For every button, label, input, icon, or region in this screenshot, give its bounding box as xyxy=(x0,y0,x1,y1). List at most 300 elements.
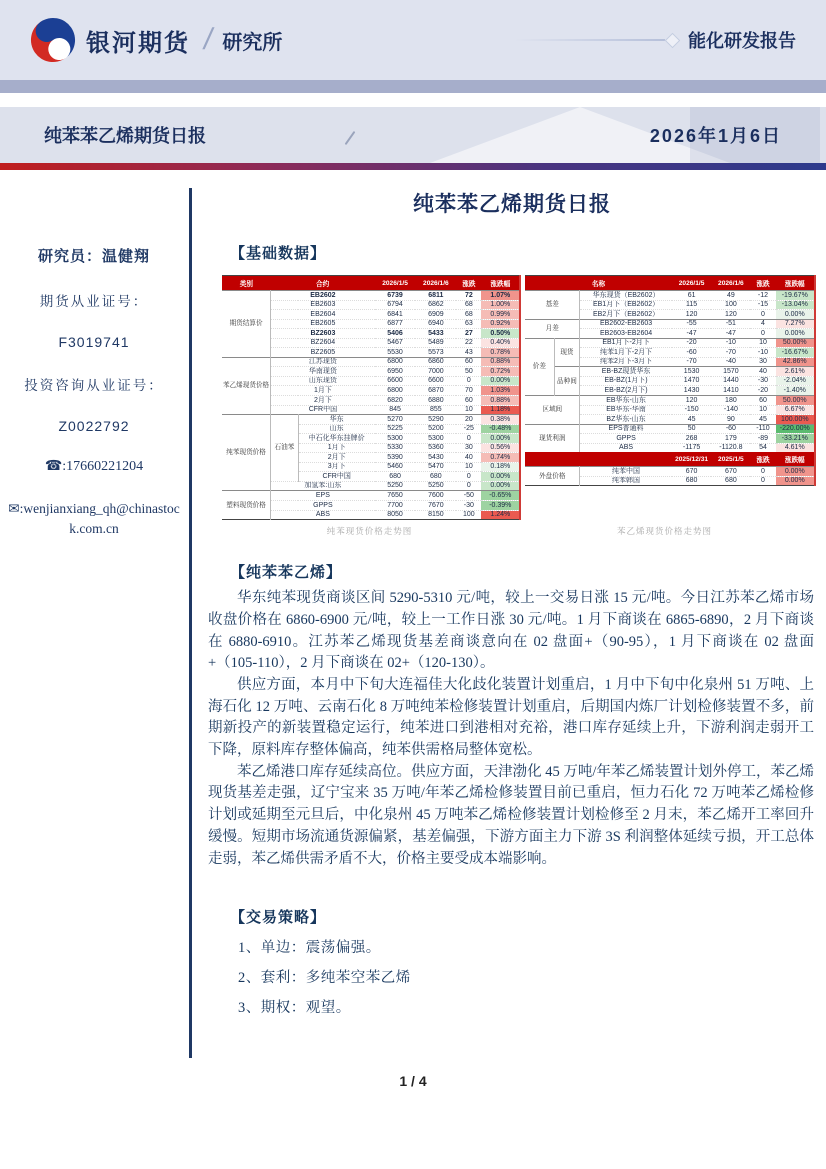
table-header-cell: 涨跌 xyxy=(750,452,775,467)
table-cell: 1.03% xyxy=(481,386,520,396)
table-cell: -12 xyxy=(750,291,775,301)
table-cell: ABS xyxy=(580,443,672,452)
table-cell: 6794 xyxy=(375,300,416,310)
table-cell: 50 xyxy=(456,367,481,377)
top-header xyxy=(0,0,826,80)
table-cell: 基差 xyxy=(525,291,580,320)
table-cell: -140 xyxy=(711,405,750,415)
table-cell: 7600 xyxy=(415,491,456,501)
table-cell: 纯苯现货价格 xyxy=(222,415,271,491)
table-cell: 60 xyxy=(456,396,481,406)
table-cell: 30 xyxy=(750,357,775,367)
vertical-divider xyxy=(189,188,192,1058)
table-cell: EB2604 xyxy=(271,310,375,320)
table-cell: 50 xyxy=(672,424,712,434)
table-cell: 区域间 xyxy=(525,396,580,425)
table-row xyxy=(222,291,520,301)
analysis-paragraph: 供应方面，本月中下旬大连福佳大化歧化装置计划重启，1 月中下旬中化泉州 51 万吨、上海石化 12 万吨、云南石化 8 万吨纯苯检修装置计划重启，后期国内炼厂计划检修装置不多，前期新投产的新装置稳定运行，纯苯进口到港相对充裕，港口库存延续上升，下游利润走弱开工下降，原料库存整体偏高，纯苯供需格局整体宽松。 xyxy=(208,676,814,759)
table-cell: 0.00% xyxy=(776,476,815,486)
table-cell: 加氢苯:山东 xyxy=(271,481,375,491)
table-header-cell: 涨跌 xyxy=(456,276,481,291)
cert2-label: 投资咨询从业证号： xyxy=(24,378,164,393)
table-cell: 5430 xyxy=(415,453,456,463)
table-cell: 0.74% xyxy=(481,453,520,463)
table-row xyxy=(222,415,520,425)
table-cell: -89 xyxy=(750,434,775,444)
table-header-cell: 2026/1/6 xyxy=(415,276,456,291)
table-cell: 5250 xyxy=(375,481,416,491)
table-header-cell: 2025/12/31 xyxy=(672,452,712,467)
table-cell: 10 xyxy=(456,462,481,472)
table-cell: 100.00% xyxy=(776,415,815,425)
table-cell: 品种间 xyxy=(554,367,580,396)
table-cell: -60 xyxy=(672,348,712,358)
table-cell: 4 xyxy=(750,319,775,329)
table-cell: -15 xyxy=(750,300,775,310)
table-cell: 180 xyxy=(711,396,750,406)
sidebar xyxy=(0,245,188,538)
table-cell: 1440 xyxy=(711,376,750,386)
table-cell: 120 xyxy=(672,396,712,406)
table-cell: -19.67% xyxy=(776,291,815,301)
table-header-cell: 涨跌幅 xyxy=(776,452,815,467)
table-cell: EB华东-华南 xyxy=(580,405,672,415)
table-cell: -30 xyxy=(750,376,775,386)
table-cell: EB-BZ现货华东 xyxy=(580,367,672,377)
table-cell: 670 xyxy=(672,467,712,477)
table-cell: 0.00% xyxy=(481,434,520,444)
strategy-item: 2、套利：多纯苯空苯乙烯 xyxy=(238,970,411,987)
table-header-cell xyxy=(525,452,672,467)
table-cell: -16.67% xyxy=(776,348,815,358)
table-cell: 1.18% xyxy=(481,405,520,415)
table-cell: 外盘价格 xyxy=(525,467,580,486)
table-cell: 现货利润 xyxy=(525,424,580,452)
table-cell: 塑料现货价格 xyxy=(222,491,271,520)
table-cell: 5200 xyxy=(415,424,456,434)
header-right xyxy=(515,27,796,53)
table-cell: 0.99% xyxy=(481,310,520,320)
table-cell: 0.00% xyxy=(776,467,815,477)
table-header-cell: 合约 xyxy=(271,276,375,291)
table-cell: 5250 xyxy=(415,481,456,491)
table-row xyxy=(525,452,815,467)
table-header-cell: 涨跌幅 xyxy=(481,276,520,291)
table-cell: 价差 xyxy=(525,338,554,395)
table-cell: 70 xyxy=(456,386,481,396)
table-cell: 5489 xyxy=(415,338,456,348)
table-cell: 7700 xyxy=(375,501,416,511)
table-cell: 纯苯中国 xyxy=(580,467,672,477)
table-cell: 49 xyxy=(711,291,750,301)
table-cell: 6877 xyxy=(375,319,416,329)
table-cell: 0 xyxy=(456,481,481,491)
table-cell: 6811 xyxy=(415,291,456,301)
table-cell: GPPS xyxy=(580,434,672,444)
table-cell: 0 xyxy=(750,476,775,486)
table-cell: 5270 xyxy=(375,415,416,425)
table-cell: -2.04% xyxy=(776,376,815,386)
table-cell: 45 xyxy=(750,415,775,425)
table-cell: EB2605 xyxy=(271,319,375,329)
table-cell: EB华东-山东 xyxy=(580,396,672,406)
base-data-table-left xyxy=(222,275,521,520)
table-cell: 680 xyxy=(375,472,416,482)
analysis-paragraph: 苯乙烯港口库存延续高位。供应方面，天津渤化 45 万吨/年苯乙烯装置计划外停工，苯乙烯现货基差走强，辽宁宝来 35 万吨/年苯乙烯检修装置目前已重启，恒力石化 72 万吨苯乙烯检修计划或延期至元旦后，中化泉州 45 万吨苯乙烯检修装置计划检修至 2 月末，苯乙烯开工率回升缓慢。短期市场流通货源偏紧，基差偏强，下游方面主力下游 3S 利润整体延续亏损，开工总体走弱，苯乙烯供需矛盾不大，价格主要受成本端影响。 xyxy=(208,763,814,867)
table-cell: 期货结算价 xyxy=(222,291,271,358)
table-cell: 72 xyxy=(456,291,481,301)
table-cell: 10 xyxy=(456,405,481,415)
title-bar-mark xyxy=(345,131,356,145)
table-cell: -25 xyxy=(456,424,481,434)
table-header-cell: 名称 xyxy=(525,276,672,291)
table-cell: 7650 xyxy=(375,491,416,501)
table-cell: 20 xyxy=(456,415,481,425)
table-cell: -33.21% xyxy=(776,434,815,444)
table-cell: 0.38% xyxy=(481,415,520,425)
table-cell: 670 xyxy=(711,467,750,477)
table-cell: EB2月下（EB2602） xyxy=(580,310,672,320)
table-row xyxy=(222,491,520,501)
table-cell: -0.65% xyxy=(481,491,520,501)
table-cell: -1.40% xyxy=(776,386,815,396)
table-cell: 120 xyxy=(672,310,712,320)
main-column xyxy=(208,170,816,1023)
table-cell: 5225 xyxy=(375,424,416,434)
brand-name: 银河期货 xyxy=(86,29,190,57)
table-cell: -20 xyxy=(672,338,712,348)
table-cell: -220.00% xyxy=(776,424,815,434)
phone-icon: ☎ xyxy=(44,458,63,474)
table-cell: 0.78% xyxy=(481,348,520,358)
table-cell: EB2603-EB2604 xyxy=(580,329,672,339)
report-title: 纯苯苯乙烯期货日报 xyxy=(44,126,206,146)
table-cell: 石油苯 xyxy=(271,415,299,482)
table-cell: -30 xyxy=(456,501,481,511)
table-cell: EB1月下-2月下 xyxy=(580,338,672,348)
table-cell: BZ2603 xyxy=(271,329,375,339)
table-cell: -0.39% xyxy=(481,501,520,511)
table-cell: 2月下 xyxy=(271,396,375,406)
table-cell: 山东 xyxy=(298,424,374,434)
table-cell: 40 xyxy=(456,453,481,463)
table-cell: 68 xyxy=(456,310,481,320)
table-cell: EPS普通料 xyxy=(580,424,672,434)
content xyxy=(0,170,826,1169)
table-cell: 22 xyxy=(456,338,481,348)
table-cell: 中石化华东挂牌价 xyxy=(298,434,374,444)
table-cell: 1470 xyxy=(672,376,712,386)
table-cell: 54 xyxy=(750,443,775,452)
galaxy-futures-logo-icon xyxy=(30,17,76,63)
table-cell: 纯苯2月下-3月下 xyxy=(580,357,672,367)
table-cell: EB2602-EB2603 xyxy=(580,319,672,329)
table-cell: 680 xyxy=(672,476,712,486)
table-cell: ABS xyxy=(271,510,375,520)
table-row xyxy=(525,424,815,434)
table-header-cell: 2026/1/5 xyxy=(672,276,712,291)
base-data-tables xyxy=(222,275,816,520)
table-cell: -110 xyxy=(750,424,775,434)
table-cell: 5530 xyxy=(375,348,416,358)
table-cell: 5467 xyxy=(375,338,416,348)
table-cell: 5470 xyxy=(415,462,456,472)
table-cell: 0 xyxy=(750,310,775,320)
table-cell: 7.27% xyxy=(776,319,815,329)
table-cell: -51 xyxy=(711,319,750,329)
cert1-value: F3019741 xyxy=(58,334,130,350)
researcher-name: 研究员：温健翔 xyxy=(37,249,150,265)
base-data-table-right xyxy=(525,275,816,520)
table-cell: CFR中国 xyxy=(271,405,375,415)
table-cell: 7670 xyxy=(415,501,456,511)
table-cell: BZ2605 xyxy=(271,348,375,358)
table-cell: -13.04% xyxy=(776,300,815,310)
email-line xyxy=(6,499,182,538)
table-cell: 60 xyxy=(456,357,481,367)
table-cell: 1.00% xyxy=(481,300,520,310)
analysis-paragraphs xyxy=(208,588,814,870)
table-cell: BZ2604 xyxy=(271,338,375,348)
table-cell: 现货 xyxy=(554,338,580,367)
table-cell: 268 xyxy=(672,434,712,444)
table-cell: 5300 xyxy=(415,434,456,444)
table-cell: 179 xyxy=(711,434,750,444)
table-row xyxy=(525,338,815,348)
table-header-cell: 涨跌幅 xyxy=(776,276,815,291)
table-cell: 华东 xyxy=(298,415,374,425)
table-cell: 1月下 xyxy=(298,443,374,453)
table-cell: EB2603 xyxy=(271,300,375,310)
table-cell: 0.72% xyxy=(481,367,520,377)
table-cell: 0.00% xyxy=(481,472,520,482)
table-cell: 6820 xyxy=(375,396,416,406)
table-cell: 8050 xyxy=(375,510,416,520)
phone-line xyxy=(0,458,188,475)
table-cell: 6860 xyxy=(415,357,456,367)
table-cell: -55 xyxy=(672,319,712,329)
table-cell: 100 xyxy=(456,510,481,520)
table-cell: EB-BZ(2月下) xyxy=(580,386,672,396)
strategy-item: 3、期权：观望。 xyxy=(238,1000,351,1017)
table-cell: -1120.8 xyxy=(711,443,750,452)
table-header-cell: 2026/1/5 xyxy=(375,276,416,291)
table-cell: 10 xyxy=(750,338,775,348)
table-header-cell: 2026/1/6 xyxy=(711,276,750,291)
table-cell: 6950 xyxy=(375,367,416,377)
caption-left: 纯苯现货价格走势图 xyxy=(326,526,413,537)
table-cell: 68 xyxy=(456,300,481,310)
division-name: 研究所 xyxy=(222,31,283,54)
diamond-icon xyxy=(665,32,681,48)
table-row xyxy=(525,291,815,301)
table-cell: 63 xyxy=(456,319,481,329)
phone-number: :17660221204 xyxy=(62,459,144,474)
table-cell: 8150 xyxy=(415,510,456,520)
table-cell: 6600 xyxy=(415,376,456,386)
table-cell: 苯乙烯现货价格 xyxy=(222,357,271,414)
strategy-list xyxy=(238,933,816,1023)
table-cell: 1.07% xyxy=(481,291,520,301)
report-date: 2026年1月6日 xyxy=(649,126,782,146)
table-cell: 6800 xyxy=(375,386,416,396)
table-cell: 6739 xyxy=(375,291,416,301)
table-cell: 6841 xyxy=(375,310,416,320)
table-cell: 40 xyxy=(750,367,775,377)
table-cell: -50 xyxy=(456,491,481,501)
table-cell: 50.00% xyxy=(776,338,815,348)
table-cell: 5300 xyxy=(375,434,416,444)
table-cell: 120 xyxy=(711,310,750,320)
table-cell: 3月下 xyxy=(298,462,374,472)
table-cell: 50.00% xyxy=(776,396,815,406)
table-row xyxy=(222,357,520,367)
table-cell: 845 xyxy=(375,405,416,415)
report-type-label: 能化研发报告 xyxy=(688,31,796,51)
table-cell: -20 xyxy=(750,386,775,396)
table-cell: 0.88% xyxy=(481,357,520,367)
table-cell: 5360 xyxy=(415,443,456,453)
table-cell: -70 xyxy=(672,357,712,367)
table-cell: 6862 xyxy=(415,300,456,310)
table-cell: 江苏现货 xyxy=(271,357,375,367)
table-cell: 0.00% xyxy=(481,376,520,386)
table-cell: 华南现货 xyxy=(271,367,375,377)
table-header-cell: 2025/1/5 xyxy=(711,452,750,467)
table-cell: 0 xyxy=(456,376,481,386)
table-cell: 60 xyxy=(750,396,775,406)
table-cell: EPS xyxy=(271,491,375,501)
table-cell: -70 xyxy=(711,348,750,358)
page-number: 1 / 4 xyxy=(399,1073,427,1089)
table-cell: 5433 xyxy=(415,329,456,339)
table-cell: 6600 xyxy=(375,376,416,386)
table-cell: 115 xyxy=(672,300,712,310)
table-cell: 1530 xyxy=(672,367,712,377)
document-title: 纯苯苯乙烯期货日报 xyxy=(413,193,611,216)
table-cell: 0.92% xyxy=(481,319,520,329)
table-row xyxy=(525,276,815,291)
table-cell: 0 xyxy=(456,472,481,482)
table-cell: 1570 xyxy=(711,367,750,377)
table-cell: 2月下 xyxy=(298,453,374,463)
table-cell: -10 xyxy=(750,348,775,358)
table-cell: 6870 xyxy=(415,386,456,396)
table-captions xyxy=(222,525,812,537)
table-cell: 7000 xyxy=(415,367,456,377)
table-cell: 5390 xyxy=(375,453,416,463)
table-cell: 0.50% xyxy=(481,329,520,339)
table-cell: 6800 xyxy=(375,357,416,367)
table-cell: 27 xyxy=(456,329,481,339)
table-cell: 6909 xyxy=(415,310,456,320)
table-header-cell: 涨跌 xyxy=(750,276,775,291)
table-row xyxy=(222,276,520,291)
table-cell: 2.61% xyxy=(776,367,815,377)
gradient-bar xyxy=(0,163,826,170)
table-row xyxy=(525,367,815,377)
table-cell: 1430 xyxy=(672,386,712,396)
table-cell: -150 xyxy=(672,405,712,415)
table-cell: -40 xyxy=(711,357,750,367)
table-cell: 山东现货 xyxy=(271,376,375,386)
table-cell: 10 xyxy=(750,405,775,415)
table-cell: 1月下 xyxy=(271,386,375,396)
table-cell: 680 xyxy=(415,472,456,482)
table-cell: 680 xyxy=(711,476,750,486)
table-row xyxy=(525,319,815,329)
caption-right: 苯乙烯现货价格走势图 xyxy=(616,526,712,537)
table-cell: 5573 xyxy=(415,348,456,358)
table-cell: EB2602 xyxy=(271,291,375,301)
table-cell: 1410 xyxy=(711,386,750,396)
table-cell: 855 xyxy=(415,405,456,415)
table-cell: 6940 xyxy=(415,319,456,329)
strategy-heading: 【交易策略】 xyxy=(230,910,327,927)
table-cell: 6.67% xyxy=(776,405,815,415)
table-cell: BZ华东-山东 xyxy=(580,415,672,425)
strategy-item: 1、单边：震荡偏强。 xyxy=(238,940,381,957)
table-cell: 0.00% xyxy=(776,310,815,320)
base-data-heading: 【基础数据】 xyxy=(230,246,327,262)
table-cell: -60 xyxy=(711,424,750,434)
table-cell: 0.00% xyxy=(481,481,520,491)
analysis-paragraph: 华东纯苯现货商谈区间 5290-5310 元/吨，较上一交易日涨 15 元/吨。今日江苏苯乙烯市场收盘价格在 6860-6900 元/吨，较上一工作日涨 30 元/吨。1 月下商谈在 6865-6890，2 月下商谈在 6880-6910。江苏苯乙烯现货基差商谈意向在 02 盘面+（90-95），1 月下商谈在 02 盘面+（105-110），2 月下商谈在 02+（120-130）。 xyxy=(208,590,814,672)
table-cell: 90 xyxy=(711,415,750,425)
table-cell: 月差 xyxy=(525,319,580,338)
band-gap xyxy=(0,93,826,107)
table-cell: 5406 xyxy=(375,329,416,339)
email-icon: ✉ xyxy=(8,501,20,517)
table-cell: 5460 xyxy=(375,462,416,472)
table-row xyxy=(525,467,815,477)
table-cell: 0.56% xyxy=(481,443,520,453)
table-cell: 5290 xyxy=(415,415,456,425)
email-address: :wenjianxiang_qh@chinastock.com.cn xyxy=(19,501,180,536)
table-header-cell: 类别 xyxy=(222,276,271,291)
cert1-label: 期货从业证号： xyxy=(39,294,149,309)
table-cell: 0 xyxy=(750,467,775,477)
table-cell: -1175 xyxy=(672,443,712,452)
table-cell: 纯苯韩国 xyxy=(580,476,672,486)
table-cell: 0.00% xyxy=(776,329,815,339)
deco-line xyxy=(515,39,665,41)
title-bar xyxy=(0,107,826,163)
table-cell: 0.88% xyxy=(481,396,520,406)
divider-band xyxy=(0,80,826,93)
table-cell: -47 xyxy=(711,329,750,339)
table-cell: -10 xyxy=(711,338,750,348)
table-cell: 45 xyxy=(672,415,712,425)
table-cell: 0.18% xyxy=(481,462,520,472)
brand-slash: / xyxy=(201,23,216,56)
table-cell: 0 xyxy=(456,434,481,444)
analysis-heading: 【纯苯苯乙烯】 xyxy=(230,565,343,582)
table-cell: GPPS xyxy=(271,501,375,511)
table-cell: 华东现货（EB2602） xyxy=(580,291,672,301)
table-cell: 4.61% xyxy=(776,443,815,452)
table-cell: 纯苯1月下-2月下 xyxy=(580,348,672,358)
table-cell: 61 xyxy=(672,291,712,301)
table-cell: EB1月下（EB2602） xyxy=(580,300,672,310)
table-cell: 100 xyxy=(711,300,750,310)
table-cell: EB-BZ(1月下) xyxy=(580,376,672,386)
table-cell: 42.86% xyxy=(776,357,815,367)
table-cell: -47 xyxy=(672,329,712,339)
table-cell: 6880 xyxy=(415,396,456,406)
table-cell: 0 xyxy=(750,329,775,339)
table-cell: CFR中国 xyxy=(298,472,374,482)
